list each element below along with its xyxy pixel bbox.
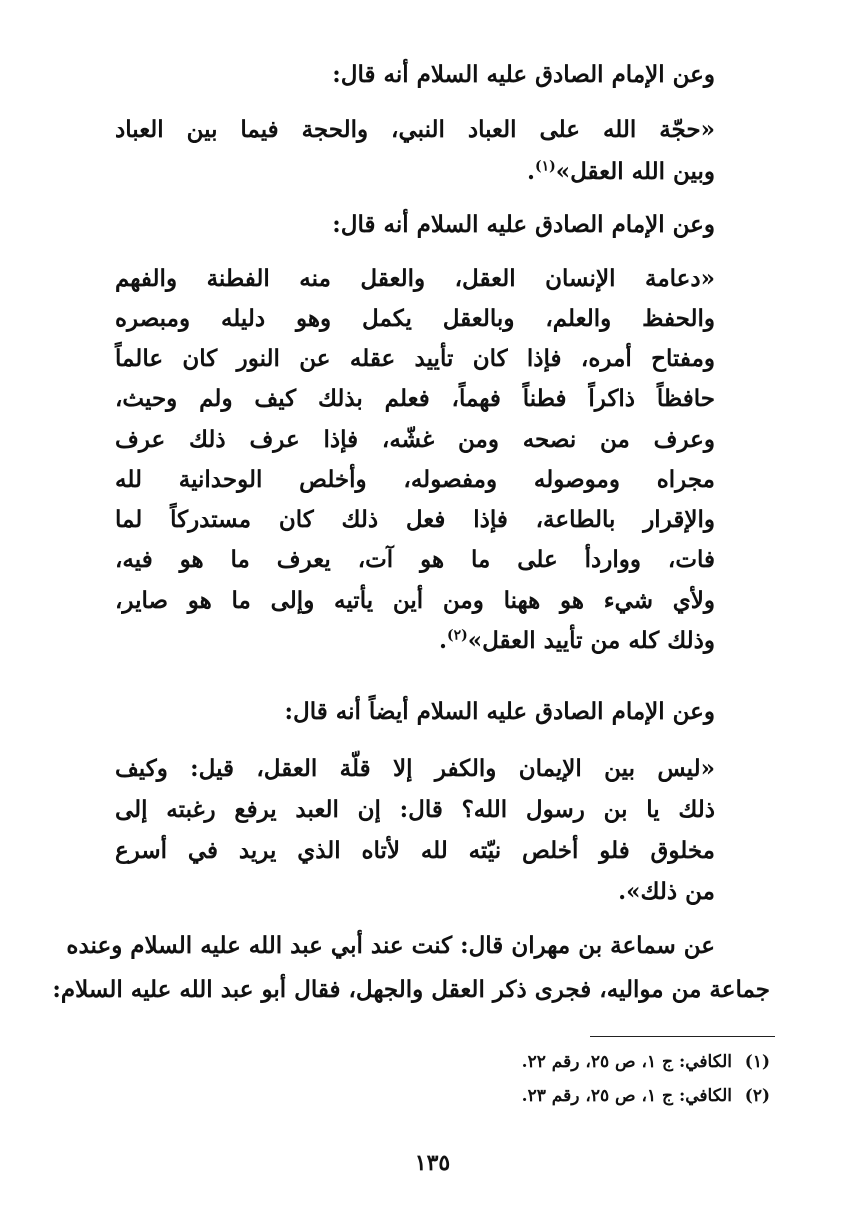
quote-line: والإقرار بالطاعة، فإذا فعل ذلك كان مستدركاً لما	[115, 506, 715, 533]
quote-line: مخلوق فلو أخلص نيّته لله لأتاه الذي يريد في أسرع	[115, 837, 715, 864]
quote-line: «حجّة الله على العباد النبي، والحجة فيما بين العباد	[115, 116, 715, 143]
quote-line: مجراه وموصوله ومفصوله، وأخلص الوحدانية لله	[115, 466, 715, 493]
section-heading-3: وعن الإمام الصادق عليه السلام أيضاً أنه قال:	[284, 698, 715, 725]
footnote-2	[80, 1086, 770, 1106]
footnote-divider	[590, 1036, 775, 1037]
quote-line: والحفظ والعلم، وبالعقل يكمل وهو دليله ومبصره	[115, 305, 715, 332]
footnote-ref: (١)	[534, 158, 556, 175]
quote-line: ولأي شيء هو ههنا ومن أين يأتيه وإلى ما هو صاير،	[115, 587, 715, 614]
quote-line: حافظاً ذاكراً فطناً فهماً، فعلم بذلك كيف ولم وحيث،	[115, 385, 715, 412]
paragraph-line: جماعة من مواليه، فجرى ذكر العقل والجهل، فقال أبو عبد الله عليه السلام:	[52, 976, 770, 1003]
page-number: ١٣٥	[414, 1150, 451, 1176]
footnote-text: الكافي: ج ١، ص ٢٥، رقم ٢٣.	[521, 1086, 732, 1106]
footnote-ref: (٢)	[446, 627, 468, 644]
quote-line: من ذلك».	[618, 878, 715, 905]
section-heading-2: وعن الإمام الصادق عليه السلام أنه قال:	[332, 211, 715, 238]
footnote-1	[80, 1052, 770, 1072]
quote-line: وذلك كله من تأييد العقل»$^{(٢)}$.	[438, 627, 715, 654]
quote-line: وبين الله العقل»$^{(١)}$.	[526, 158, 715, 185]
section-heading-1: وعن الإمام الصادق عليه السلام أنه قال:	[332, 61, 715, 88]
quote-line: وعرف من نصحه ومن غشّه، فإذا عرف ذلك عرف	[115, 426, 715, 453]
quote-line: ومفتاح أمره، فإذا كان تأييد عقله عن النور كان عالماً	[115, 345, 715, 372]
footnote-number: (١)	[744, 1052, 770, 1072]
quote-line: فات، وواردأ على ما هو آت، يعرف ما هو فيه،	[115, 546, 715, 573]
quote-line: «دعامة الإنسان العقل، والعقل منه الفطنة والفهم	[115, 265, 715, 292]
quote-line: «ليس بين الإيمان والكفر إلا قلّة العقل، قيل: وكيف	[115, 755, 715, 782]
quote-line: ذلك يا بن رسول الله؟ قال: إن العبد يرفع رغبته إلى	[115, 796, 715, 823]
footnote-text: الكافي: ج ١، ص ٢٥، رقم ٢٢.	[521, 1052, 732, 1072]
paragraph-line: عن سماعة بن مهران قال: كنت عند أبي عبد الله عليه السلام وعنده	[66, 932, 715, 959]
footnote-number: (٢)	[744, 1086, 770, 1106]
